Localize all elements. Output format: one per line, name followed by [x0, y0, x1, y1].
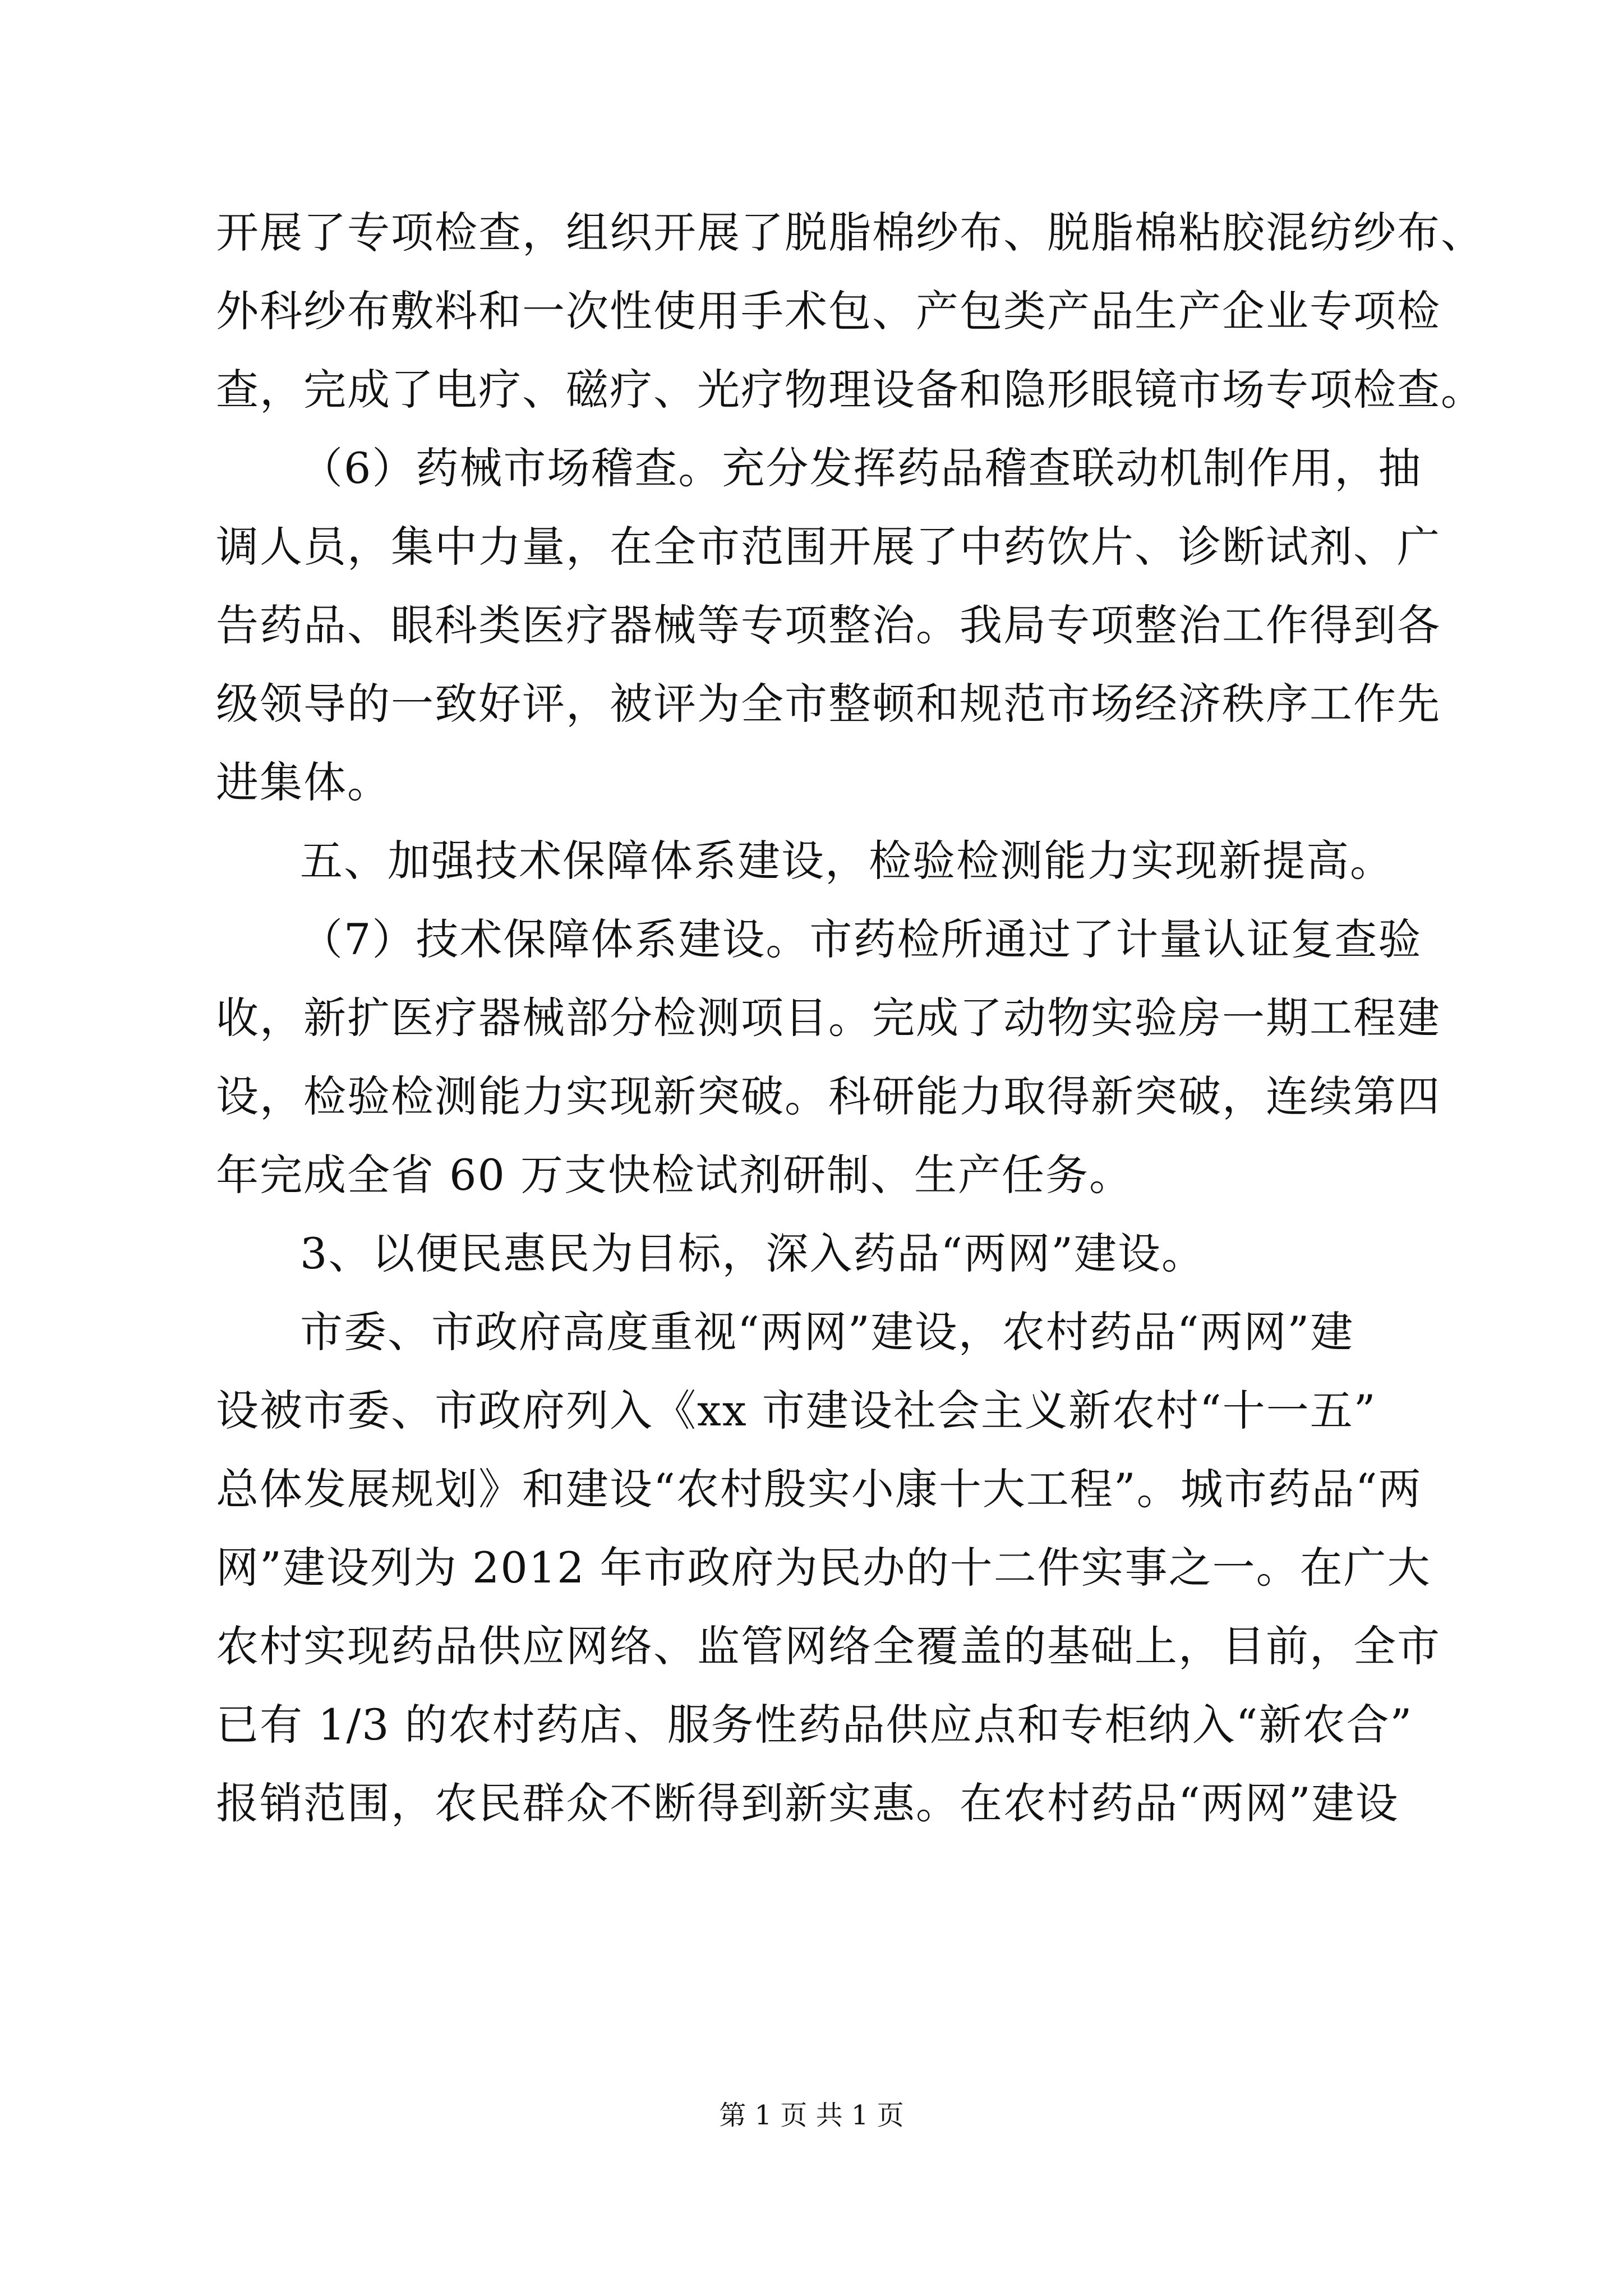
page-footer: 第 1 页 共 1 页	[719, 2100, 904, 2131]
text-line: 农村实现药品供应网络、监管网络全覆盖的基础上，目前，全市	[216, 1621, 1441, 1671]
text-line: 告药品、眼科类医疗器械等专项整治。我局专项整治工作得到各	[216, 600, 1441, 650]
section-heading-line: 五、加强技术保障体系建设，检验检测能力实现新提高。	[300, 836, 1394, 886]
text-line: 收，新扩医疗器械部分检测项目。完成了动物实验房一期工程建	[216, 993, 1441, 1043]
text-line: 级领导的一致好评，被评为全市整顿和规范市场经济秩序工作先	[216, 679, 1441, 729]
text-line: 开展了专项检查，组织开展了脱脂棉纱布、脱脂棉粘胶混纺纱布、	[216, 208, 1484, 257]
section-heading-line: 3、以便民惠民为目标，深入药品“两网”建设。	[300, 1228, 1206, 1278]
text-line: 年完成全省 60 万支快检试剂研制、生产任务。	[216, 1150, 1133, 1200]
text-line: 进集体。	[216, 757, 391, 807]
paragraph-start-line: （6）药械市场稽查。充分发挥药品稽查联动机制作用，抽	[300, 443, 1422, 493]
text-line: 外科纱布敷料和一次性使用手术包、产包类产品生产企业专项检	[216, 286, 1441, 336]
text-line: 调人员，集中力量，在全市范围开展了中药饮片、诊断试剂、广	[216, 522, 1441, 572]
text-line: 网”建设列为 2012 年市政府为民办的十二件实事之一。在广大	[216, 1543, 1431, 1593]
text-line: 报销范围，农民群众不断得到新实惠。在农村药品“两网”建设	[216, 1778, 1399, 1828]
text-line: 查，完成了电疗、磁疗、光疗物理设备和隐形眼镜市场专项检查。	[216, 365, 1484, 415]
text-line: 设被市委、市政府列入《xx 市建设社会主义新农村“十一五”	[216, 1386, 1377, 1435]
paragraph-start-line: 市委、市政府高度重视“两网”建设，农村药品“两网”建	[300, 1307, 1354, 1357]
text-line: 总体发展规划》和建设“农村殷实小康十大工程”。城市药品“两	[216, 1464, 1422, 1514]
text-line: 设，检验检测能力实现新突破。科研能力取得新突破，连续第四	[216, 1071, 1441, 1121]
paragraph-start-line: （7）技术保障体系建设。市药检所通过了计量认证复查验	[300, 914, 1422, 964]
text-line: 已有 1/3 的农村药店、服务性药品供应点和专柜纳入“新农合”	[216, 1700, 1413, 1750]
